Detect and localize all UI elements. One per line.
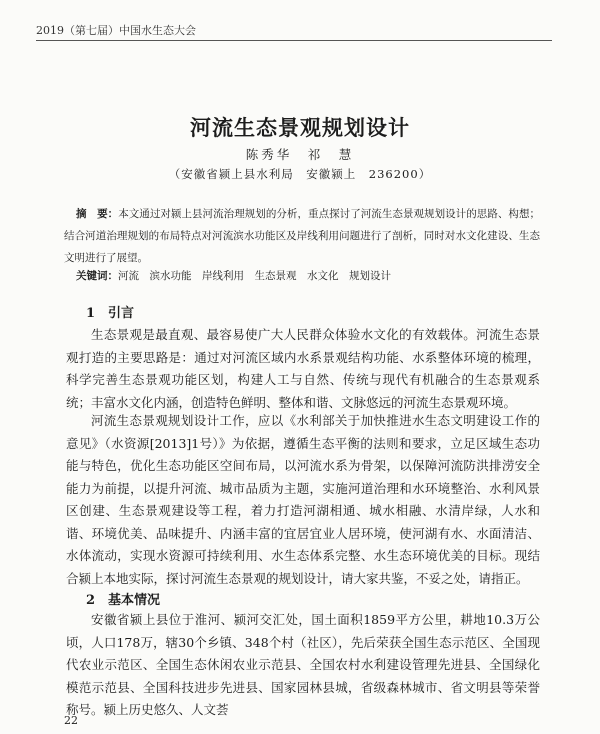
keywords-text: 河流 滨水功能 岸线利用 生态景观 水文化 规划设计 [118,270,391,282]
keywords-label: 关键词： [76,270,118,282]
paragraph: 河流生态景观规划设计工作，应以《水利部关于加快推进水生态文明建设工作的意见》（水资源[2013]1号）》为依据，遵循生态平衡的法则和要求，立足区域生态功能与特色，优化生态功能区空间布局，以河流水系为骨架，以保障河流防洪排涝安全能力为前提，以提升河流、城市品质为主题，实施河道治理和水环境整治、水利风景区创建、生态景观建设等工程，着力打造河湖相通、城水相融、水清岸绿，人水和谐、环境优美、品味提升、内涵丰富的宜居宜业人居环境，使河湖有水、水面清洁、水体流动，实现水资源可持续利用、水生态体系完整、水生态环境优美的目标。现结合颍上本地实际，探讨河流生态景观的规划设计，请大家共鉴，不妥之处，请指正。 [66,413,540,586]
header-rule [36,40,552,41]
paragraph: 生态景观是最直观、最容易使广大人民群众体验水文化的有效载体。河流生态景观打造的主要思路是：通过对河流区域内水系景观结构功能、水系整体环境的梳理，科学完善生态景观功能区划，构建人工与自然、传统与现代有机融合的生态景观系统；丰富水文化内涵，创造特色鲜明、整体和谐、文脉悠远的河流生态景观环境。 [66,327,540,410]
abstract-label: 摘 要： [76,208,119,220]
running-header: 2019（第七届）中国水生态大会 [36,24,196,37]
abstract [64,203,540,269]
article-title: 河流生态景观规划设计 [190,115,410,140]
section-heading-basic-info: 2 基本情况 [86,593,161,608]
page-number: 22 [64,714,78,727]
section-heading-introduction: 1 引言 [86,306,135,321]
keywords [76,268,540,283]
paragraph: 安徽省颍上县位于淮河、颍河交汇处，国土面积1859平方公里，耕地10.3万公顷，人口178万，辖30个乡镇、348个村（社区），先后荣获全国生态示范区、全国现代农业示范区、全国生态休闲农业示范县、全国农村水利建设管理先进县、全国绿化模范示范县、全国科技进步先进县、国家园林县城，省级森林城市、省文明县等荣誉称号。颍上历史悠久、人文荟 [66,612,540,717]
abstract-text: 本文通过对颍上县河流治理规划的分析，重点探讨了河流生态景观规划设计的思路、构想；结合河道治理规划的布局特点对河流滨水功能区及岸线利用问题进行了剖析，同时对水文化建设、生态文明进行了展望。 [64,208,540,264]
article-affiliation: （安徽省颍上县水利局 安徽颍上 236200） [168,167,432,181]
article-authors: 陈秀华 祁 慧 [245,147,355,162]
